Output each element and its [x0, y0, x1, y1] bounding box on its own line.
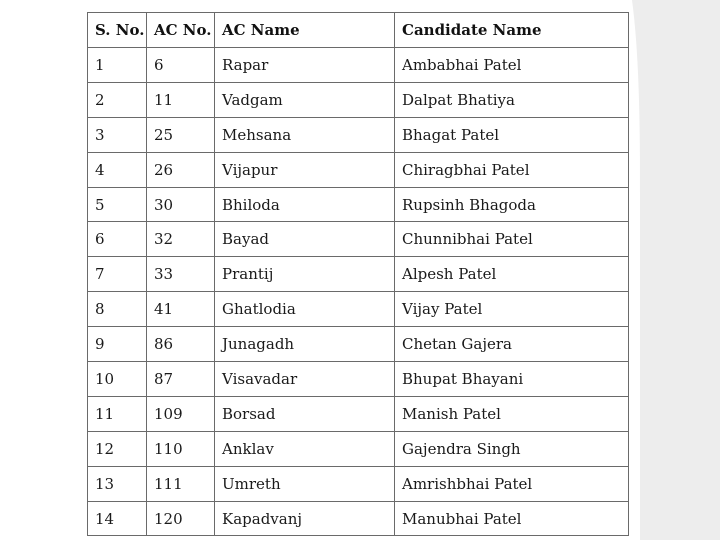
cell-ac-name: Junagadh — [215, 327, 395, 362]
background-curve-shape — [632, 0, 720, 540]
table-row — [88, 152, 629, 187]
cell-ac-name: Borsad — [215, 396, 395, 431]
table-body — [88, 48, 629, 536]
cell-s-no: 7 — [88, 257, 147, 292]
cell-ac-name: Bhiloda — [215, 187, 395, 222]
cell-s-no: 2 — [88, 82, 147, 117]
cell-ac-no: 33 — [147, 257, 215, 292]
cell-candidate-name: Bhupat Bhayani — [395, 362, 629, 397]
cell-candidate-name: Chunnibhai Patel — [395, 222, 629, 257]
header-candidate-name: Candidate Name — [395, 13, 629, 48]
cell-s-no: 11 — [88, 396, 147, 431]
cell-ac-name: Visavadar — [215, 362, 395, 397]
cell-ac-name: Umreth — [215, 466, 395, 501]
cell-candidate-name: Chiragbhai Patel — [395, 152, 629, 187]
cell-s-no: 8 — [88, 292, 147, 327]
cell-ac-no: 120 — [147, 501, 215, 536]
cell-ac-name: Anklav — [215, 431, 395, 466]
table-row — [88, 431, 629, 466]
table-row — [88, 362, 629, 397]
cell-ac-name: Vadgam — [215, 82, 395, 117]
header-s-no: S. No. — [88, 13, 147, 48]
cell-ac-no: 6 — [147, 48, 215, 83]
cell-ac-no: 11 — [147, 82, 215, 117]
cell-s-no: 13 — [88, 466, 147, 501]
cell-candidate-name: Manubhai Patel — [395, 501, 629, 536]
cell-s-no: 5 — [88, 187, 147, 222]
cell-candidate-name: Gajendra Singh — [395, 431, 629, 466]
table-row — [88, 48, 629, 83]
cell-ac-name: Ghatlodia — [215, 292, 395, 327]
cell-ac-no: 25 — [147, 117, 215, 152]
table-row — [88, 222, 629, 257]
cell-ac-name: Bayad — [215, 222, 395, 257]
cell-ac-no: 111 — [147, 466, 215, 501]
cell-s-no: 9 — [88, 327, 147, 362]
cell-s-no: 12 — [88, 431, 147, 466]
table-row — [88, 187, 629, 222]
header-ac-no: AC No. — [147, 13, 215, 48]
cell-candidate-name: Manish Patel — [395, 396, 629, 431]
table-row — [88, 257, 629, 292]
cell-ac-no: 32 — [147, 222, 215, 257]
cell-candidate-name: Bhagat Patel — [395, 117, 629, 152]
cell-ac-name: Prantij — [215, 257, 395, 292]
cell-s-no: 3 — [88, 117, 147, 152]
cell-s-no: 14 — [88, 501, 147, 536]
cell-candidate-name: Dalpat Bhatiya — [395, 82, 629, 117]
cell-ac-name: Vijapur — [215, 152, 395, 187]
candidate-table-container — [87, 12, 628, 536]
cell-candidate-name: Chetan Gajera — [395, 327, 629, 362]
cell-ac-no: 87 — [147, 362, 215, 397]
header-ac-name: AC Name — [215, 13, 395, 48]
table-header — [88, 13, 629, 48]
cell-s-no: 6 — [88, 222, 147, 257]
cell-ac-no: 86 — [147, 327, 215, 362]
cell-ac-no: 110 — [147, 431, 215, 466]
cell-ac-name: Rapar — [215, 48, 395, 83]
cell-ac-no: 30 — [147, 187, 215, 222]
cell-s-no: 1 — [88, 48, 147, 83]
cell-ac-name: Kapadvanj — [215, 501, 395, 536]
cell-ac-no: 26 — [147, 152, 215, 187]
table-row — [88, 82, 629, 117]
table-row — [88, 466, 629, 501]
cell-s-no: 10 — [88, 362, 147, 397]
table-row — [88, 292, 629, 327]
cell-ac-no: 41 — [147, 292, 215, 327]
cell-candidate-name: Alpesh Patel — [395, 257, 629, 292]
cell-candidate-name: Vijay Patel — [395, 292, 629, 327]
table-row — [88, 117, 629, 152]
cell-candidate-name: Amrishbhai Patel — [395, 466, 629, 501]
table-header-row — [88, 13, 629, 48]
cell-ac-name: Mehsana — [215, 117, 395, 152]
cell-s-no: 4 — [88, 152, 147, 187]
cell-ac-no: 109 — [147, 396, 215, 431]
cell-candidate-name: Ambabhai Patel — [395, 48, 629, 83]
cell-candidate-name: Rupsinh Bhagoda — [395, 187, 629, 222]
table-row — [88, 327, 629, 362]
table-row — [88, 501, 629, 536]
candidate-table — [87, 12, 629, 536]
table-row — [88, 396, 629, 431]
